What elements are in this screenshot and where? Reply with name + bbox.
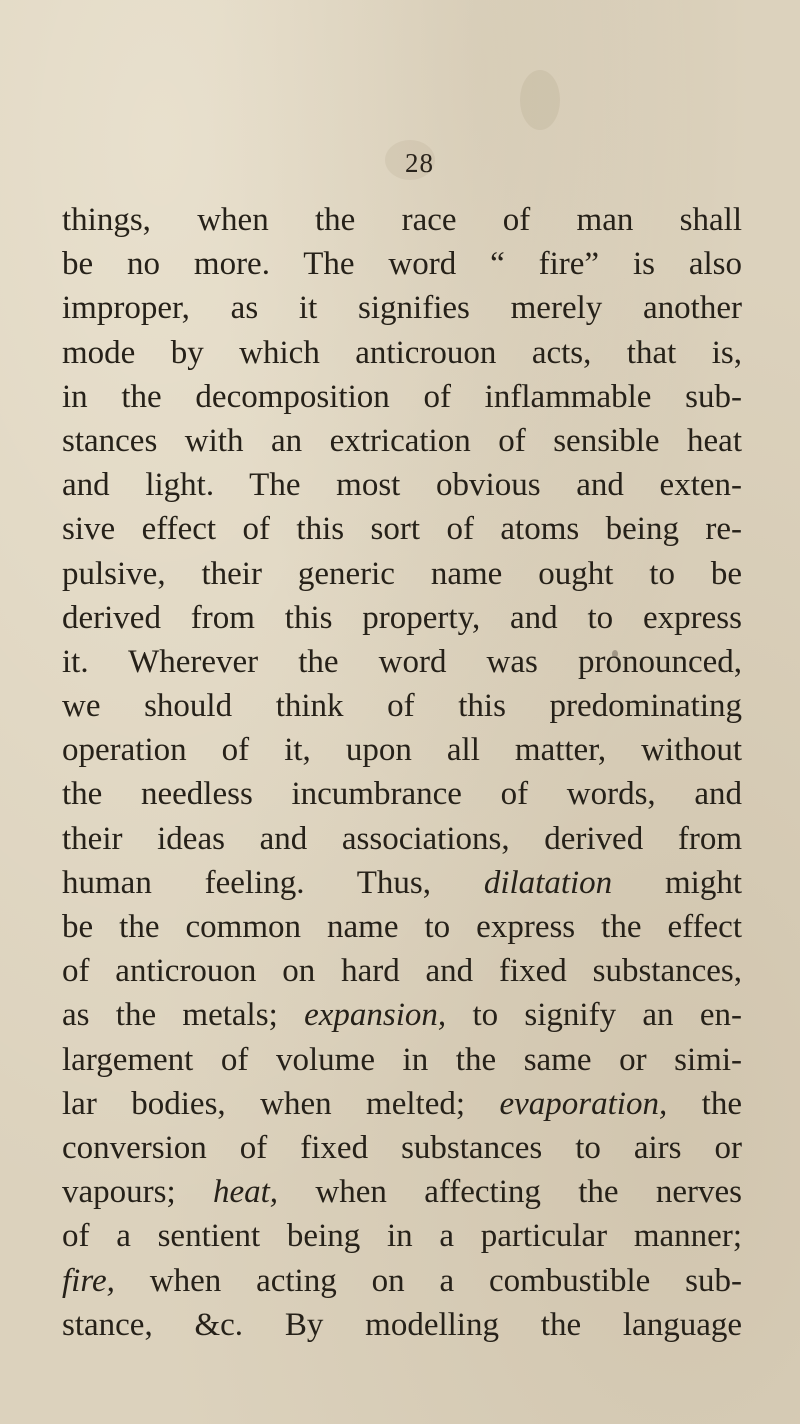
text-run: improper, as it signifies merely another — [62, 290, 742, 327]
text-run: operation of it, upon all matter, without — [62, 732, 742, 769]
text-line — [62, 993, 742, 1037]
text-run: mode by which anticrouon acts, that is, — [62, 334, 742, 371]
text-run: things, when the race of man shall — [62, 202, 742, 238]
body-text — [62, 198, 742, 1347]
text-run: largement of volume in the same or simi- — [62, 1041, 742, 1078]
italic-term: dilatation — [483, 864, 613, 901]
text-line — [62, 1214, 742, 1258]
text-run: the needless incumbrance of words, and — [62, 776, 742, 813]
page-number: 28 — [405, 148, 434, 178]
text-run: conversion of fixed substances to airs or — [62, 1129, 742, 1166]
text-line — [62, 1082, 742, 1126]
italic-term: evaporation, — [499, 1085, 668, 1122]
text-line — [62, 375, 742, 419]
text-line — [62, 640, 742, 684]
text-run: lar bodies, when melted; — [62, 1085, 500, 1122]
italic-term: expansion, — [304, 997, 447, 1034]
text-run: their ideas and associations, derived from — [62, 820, 742, 857]
text-run: of anticrouon on hard and fixed substances, — [62, 953, 742, 990]
text-line — [62, 463, 742, 507]
text-run: in the decomposition of inflammable sub- — [62, 378, 742, 415]
text-line — [62, 419, 742, 463]
text-run: as the metals; — [62, 997, 305, 1034]
text-run: the — [667, 1085, 742, 1122]
text-run: when acting on a combustible sub- — [114, 1262, 742, 1299]
text-run: of a sentient being in a particular manner; — [62, 1218, 742, 1255]
text-line — [62, 1038, 742, 1082]
text-run: be the common name to express the effect — [62, 909, 742, 945]
text-run: and light. The most obvious and exten- — [62, 467, 742, 504]
text-line — [62, 596, 742, 640]
text-line — [62, 905, 742, 949]
text-run: to signify an en- — [446, 997, 742, 1034]
paper-stain — [520, 70, 560, 130]
text-line — [62, 198, 742, 242]
text-run: pulsive, their generic name ought to be — [62, 555, 742, 592]
text-run: human feeling. Thus, — [62, 864, 484, 901]
text-line — [62, 861, 742, 905]
text-line — [62, 331, 742, 375]
text-run: vapours; — [62, 1174, 213, 1211]
text-line — [62, 728, 742, 772]
text-line — [62, 242, 742, 286]
text-line — [62, 684, 742, 728]
text-run: stance, &c. By modelling the language — [62, 1306, 742, 1343]
text-run: it. Wherever the word was pronounced, — [62, 643, 742, 680]
text-run: be no more. The word “ fire” is also — [62, 246, 742, 283]
text-run: derived from this property, and to express — [62, 599, 742, 636]
text-run: stances with an extrication of sensible heat — [62, 422, 742, 459]
text-line — [62, 817, 742, 861]
text-line — [62, 552, 742, 596]
text-line — [62, 949, 742, 993]
text-line — [62, 507, 742, 551]
text-line — [62, 286, 742, 330]
text-run: sive effect of this sort of atoms being re- — [62, 511, 742, 548]
italic-term: heat, — [212, 1174, 279, 1211]
text-run: might — [612, 864, 742, 901]
text-run: we should think of this predominating — [62, 688, 742, 725]
text-line — [62, 1303, 742, 1347]
text-line — [62, 1259, 742, 1303]
text-line — [62, 1170, 742, 1214]
text-line — [62, 1126, 742, 1170]
text-line — [62, 772, 742, 816]
text-run: when affecting the nerves — [278, 1174, 742, 1211]
italic-term: fire, — [62, 1262, 115, 1299]
